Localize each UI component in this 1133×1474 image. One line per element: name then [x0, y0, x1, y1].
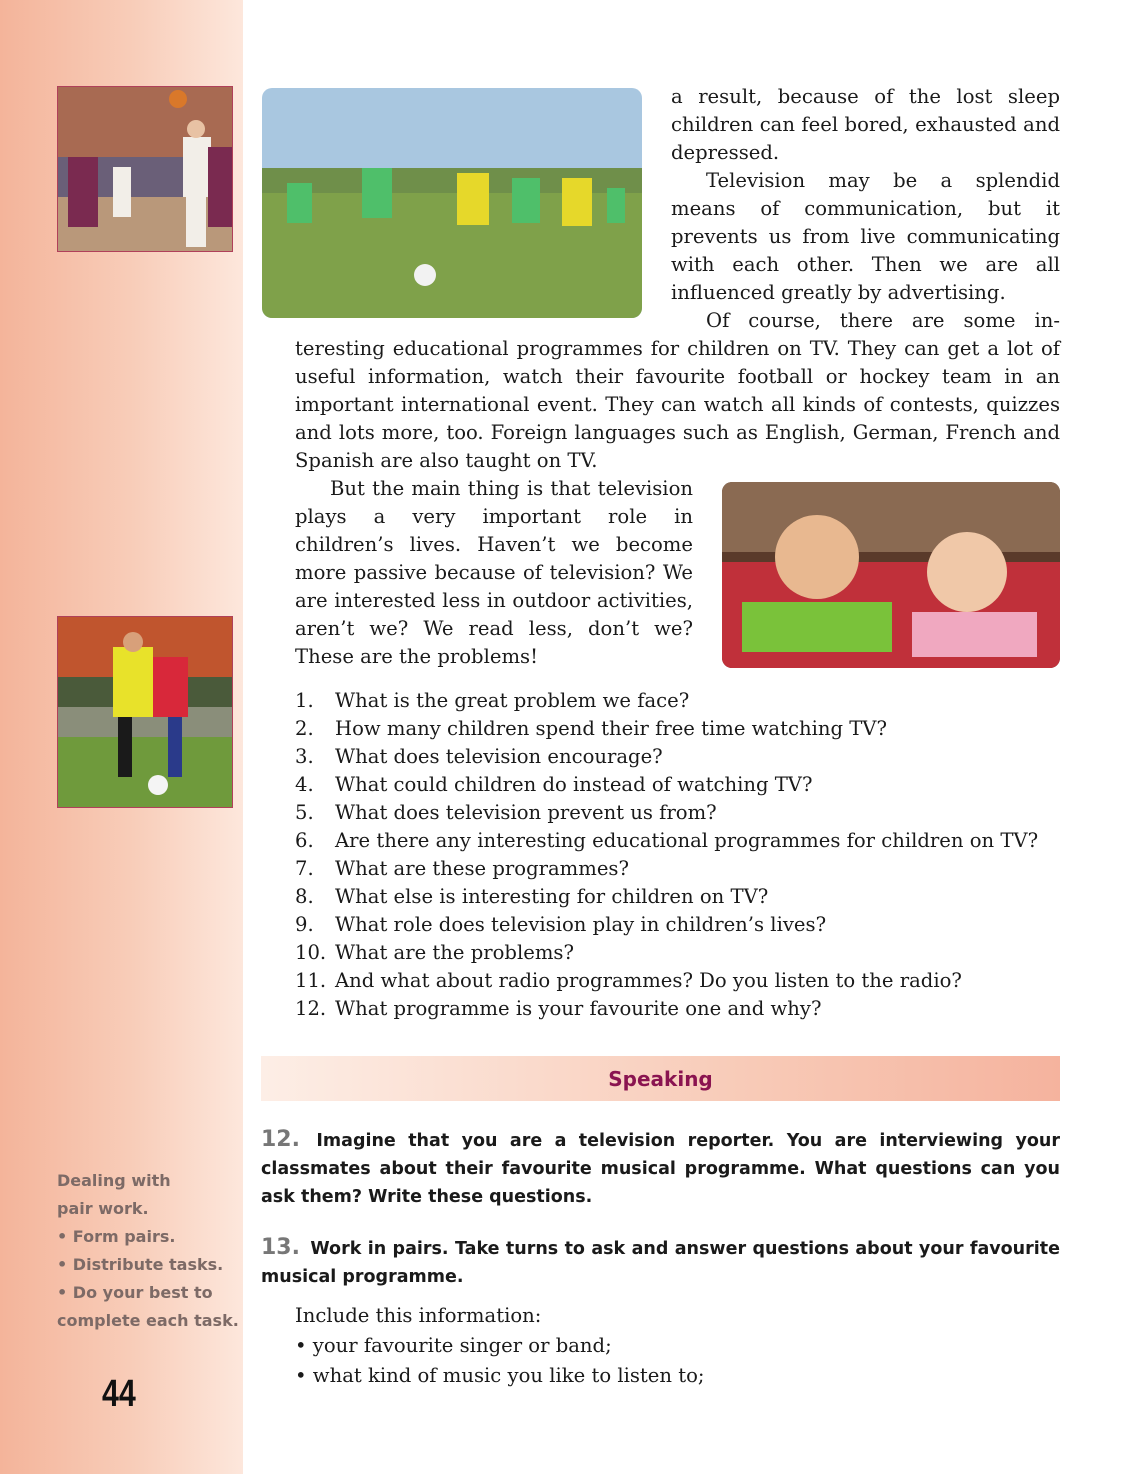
article-right-column: [671, 83, 1060, 335]
tip-line: • Form pairs.: [57, 1227, 176, 1246]
question-text: What programme is your favourite one and why?: [335, 997, 822, 1020]
question-list: [295, 687, 1065, 1023]
include-label: Include this information:: [295, 1304, 542, 1327]
article-paragraph: Of course, there are some in-: [706, 309, 1060, 332]
list-item: [295, 855, 1065, 883]
speaking-section-title: Speaking: [261, 1056, 1060, 1101]
article-paragraph: a result, because of the lost sleep children can feel bored, exhausted and depressed.: [671, 85, 1060, 164]
list-item: [295, 771, 1065, 799]
question-number: 3.: [295, 745, 314, 768]
question-number: 8.: [295, 885, 314, 908]
question-number: 4.: [295, 773, 314, 796]
tip-line: pair work.: [57, 1199, 149, 1218]
task-13: [261, 1234, 1060, 1291]
page-number: 44: [102, 1373, 136, 1415]
tip-line: Dealing with: [57, 1171, 171, 1190]
bullet-text: what kind of music you like to listen to;: [312, 1364, 705, 1387]
question-number: 12.: [295, 997, 327, 1020]
list-item: [295, 743, 1065, 771]
question-text: What else is interesting for children on TV?: [335, 885, 769, 908]
question-text: What could children do instead of watching TV?: [335, 773, 813, 796]
list-item: [295, 911, 1065, 939]
bullet-text: your favourite singer or band;: [312, 1334, 612, 1357]
question-number: 2.: [295, 717, 314, 740]
list-item: [295, 799, 1065, 827]
question-text: What does television encourage?: [335, 745, 663, 768]
question-text: What are the problems?: [335, 941, 574, 964]
question-text: And what about radio programmes? Do you listen to the radio?: [335, 969, 962, 992]
article-left-column: [295, 475, 693, 671]
question-text: What is the great problem we face?: [335, 689, 690, 712]
bullet-item: • what kind of music you like to listen to;: [295, 1364, 705, 1387]
pair-work-tip: [57, 1167, 237, 1335]
article-paragraph: But the main thing is that television plays a very important role in children’s lives. Haven’t we become more passive because of television? We are interested less in outdoor activities, aren’t we? We read less, don’t we? These are the problems!: [295, 477, 693, 668]
question-number: 11.: [295, 969, 327, 992]
question-number: 5.: [295, 801, 314, 824]
kids-football-photo: [262, 88, 642, 318]
question-text: What does television prevent us from?: [335, 801, 717, 824]
question-number: 1.: [295, 689, 314, 712]
task-text: Work in pairs. Take turns to ask and answer questions about your favourite musical programme.: [261, 1239, 1061, 1287]
list-item: [295, 939, 1065, 967]
tip-line: complete each task.: [57, 1311, 239, 1330]
task-number: 12.: [261, 1127, 300, 1152]
list-item: [295, 995, 1065, 1023]
children-cinema-photo: [722, 482, 1060, 668]
task-text: Imagine that you are a television reporter. You are interviewing your classmates about their favourite musical programme. What questions can you ask them? Write these questions.: [261, 1131, 1061, 1207]
list-item: [295, 967, 1065, 995]
tip-line: • Distribute tasks.: [57, 1255, 224, 1274]
article-full-width: [295, 335, 1060, 475]
basketball-photo: [57, 86, 233, 252]
question-text: How many children spend their free time watching TV?: [335, 717, 887, 740]
question-text: Are there any interesting educational programmes for children on TV?: [335, 829, 1039, 852]
article-paragraph: teresting educational programmes for children on TV. They can get a lot of useful information, watch their favourite football or hockey team in an important international event. They can watch all kinds of contests, quizzes and lots more, too. Foreign languages such as English, German, French and Spanish are also taught on TV.: [295, 337, 1060, 472]
task-12: [261, 1126, 1060, 1211]
bullet-item: • your favourite singer or band;: [295, 1334, 612, 1357]
question-number: 9.: [295, 913, 314, 936]
list-item: [295, 687, 1065, 715]
list-item: [295, 827, 1065, 855]
question-text: What are these programmes?: [335, 857, 629, 880]
question-text: What role does television play in children’s lives?: [335, 913, 827, 936]
question-number: 10.: [295, 941, 327, 964]
article-paragraph: Television may be a splendid means of communication, but it prevents us from live communicating with each other. Then we are all influenced greatly by advertising.: [671, 169, 1060, 304]
task-number: 13.: [261, 1235, 300, 1260]
question-number: 6.: [295, 829, 314, 852]
list-item: [295, 883, 1065, 911]
soccer-players-photo: [57, 616, 233, 808]
tip-line: • Do your best to: [57, 1283, 213, 1302]
list-item: [295, 715, 1065, 743]
question-number: 7.: [295, 857, 314, 880]
